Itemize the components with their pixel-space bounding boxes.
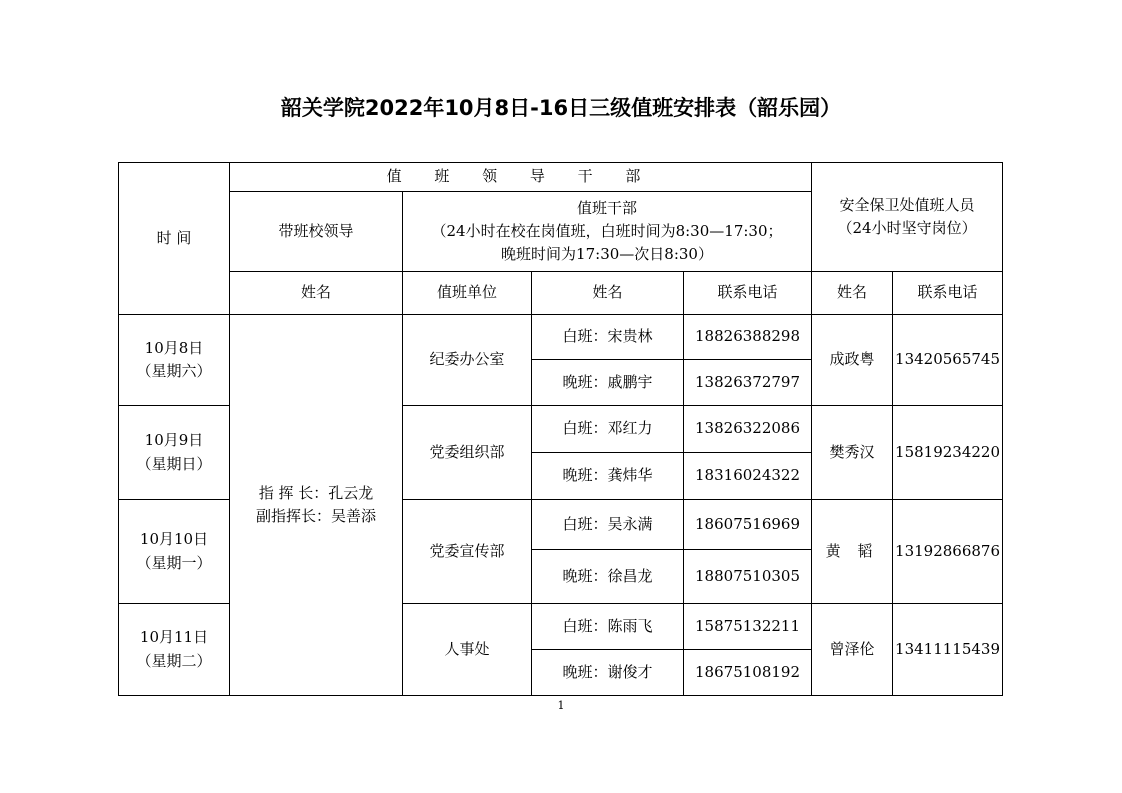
security-phone: 13192866876 — [893, 500, 1003, 604]
date-label: 10月10日 — [139, 530, 209, 549]
date-label: 10月8日 — [144, 338, 204, 357]
date-cell — [119, 315, 230, 406]
day-shift-phone: 18826388298 — [684, 315, 812, 360]
header-col-unit: 值班单位 — [403, 272, 532, 315]
security-phone: 13420565745 — [893, 315, 1003, 406]
date-label: 10月11日 — [139, 628, 209, 647]
night-shift-phone: 18675108192 — [684, 650, 812, 696]
vice-commander-name: 副指挥长：吴善添 — [255, 507, 376, 525]
duty-schedule-table — [118, 162, 1003, 696]
duty-unit: 党委组织部 — [403, 406, 532, 500]
date-cell — [119, 500, 230, 604]
night-shift-name: 晚班：谢俊才 — [532, 650, 684, 696]
date-label: 10月9日 — [144, 431, 204, 450]
day-shift-phone: 15875132211 — [684, 604, 812, 650]
header-col-phone1: 联系电话 — [684, 272, 812, 315]
night-shift-name: 晚班：龚炜华 — [532, 453, 684, 500]
security-phone: 15819234220 — [893, 406, 1003, 500]
header-time: 时 间 — [119, 163, 230, 315]
header-col-name2: 姓名 — [532, 272, 684, 315]
duty-unit: 纪委办公室 — [403, 315, 532, 406]
night-shift-phone: 18807510305 — [684, 550, 812, 604]
header-col-name1: 姓名 — [230, 272, 403, 315]
day-shift-name: 白班：邓红力 — [532, 406, 684, 453]
date-cell — [119, 406, 230, 500]
commander-name: 指 挥 长：孔云龙 — [258, 483, 374, 502]
duty-unit: 人事处 — [403, 604, 532, 696]
page-title: 韶关学院2022年10月8日-16日三级值班安排表（韶乐园） — [280, 96, 842, 120]
header-cadre-note2: 晚班时间为17:30—次日8:30） — [501, 245, 713, 264]
night-shift-name: 晚班：戚鹏宇 — [532, 360, 684, 406]
night-shift-phone: 13826372797 — [684, 360, 812, 406]
day-shift-phone: 13826322086 — [684, 406, 812, 453]
night-shift-phone: 18316024322 — [684, 453, 812, 500]
header-security-title: 安全保卫处值班人员 — [839, 195, 975, 214]
day-shift-name: 白班：吴永满 — [532, 500, 684, 550]
header-leaders-group: 值 班 领 导 干 部 — [230, 163, 812, 192]
security-name: 樊秀汉 — [812, 406, 893, 500]
night-shift-name: 晚班：徐昌龙 — [532, 550, 684, 604]
weekday-label: （星期一） — [136, 553, 212, 572]
security-name: 黄 韬 — [812, 500, 893, 604]
weekday-label: （星期六） — [136, 362, 212, 380]
header-school-leader: 带班校领导 — [230, 192, 403, 272]
day-shift-name: 白班：陈雨飞 — [532, 604, 684, 650]
header-cadre — [403, 192, 812, 272]
security-name: 曾泽伦 — [812, 604, 893, 696]
header-security-note: （24小时坚守岗位） — [837, 219, 977, 237]
commander-cell — [230, 315, 403, 696]
weekday-label: （星期日） — [136, 454, 212, 473]
header-cadre-title: 值班干部 — [577, 198, 638, 217]
security-phone: 13411115439 — [893, 604, 1003, 696]
weekday-label: （星期二） — [136, 651, 212, 670]
page-number: 1 — [557, 699, 565, 712]
header-cadre-note1: （24小时在校在岗值班，白班时间为8:30—17:30； — [431, 221, 783, 240]
header-col-phone2: 联系电话 — [893, 272, 1003, 315]
header-col-name3: 姓名 — [812, 272, 893, 315]
security-name: 成政粤 — [812, 315, 893, 406]
header-security — [812, 163, 1003, 272]
day-shift-phone: 18607516969 — [684, 500, 812, 550]
duty-unit: 党委宣传部 — [403, 500, 532, 604]
day-shift-name: 白班：宋贵林 — [532, 315, 684, 360]
date-cell — [119, 604, 230, 696]
